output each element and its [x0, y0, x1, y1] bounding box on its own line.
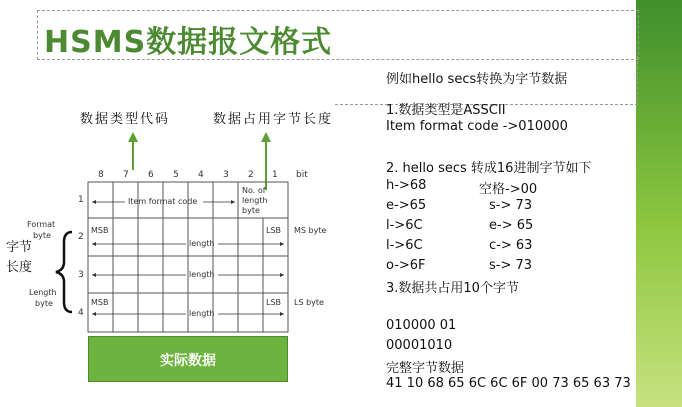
bit-number: 7: [123, 170, 129, 180]
length-byte-line2: byte: [35, 299, 53, 308]
brace: [56, 232, 72, 312]
binary-line-2: 00001010: [386, 338, 453, 353]
format-code-line: Item format code ->010000: [386, 119, 568, 134]
step-1: 1.数据类型是ASSCII: [386, 103, 506, 118]
hex-pair-right: e-> 65: [489, 218, 534, 233]
bit-number: 2: [248, 170, 254, 180]
no-of-length-line3: byte: [242, 206, 260, 215]
length-label: length: [189, 309, 215, 318]
bit-number: 8: [98, 170, 104, 180]
format-byte-line2: byte: [33, 231, 51, 240]
row-number: 2: [78, 232, 84, 242]
annotation-data-length-bytes: 数据占用字节长度: [213, 112, 334, 127]
length-label: length: [189, 239, 215, 248]
item-format-code-label: Item format code: [128, 197, 198, 206]
actual-data-box: [88, 336, 288, 382]
annotation-byte-length-line2: 长度: [6, 260, 33, 275]
lsb-label: LSB: [266, 226, 282, 235]
binary-line-1: 010000 01: [386, 318, 457, 333]
row-number: 3: [78, 270, 84, 280]
step-2: 2. hello secs 转成16进制字节如下: [386, 161, 592, 176]
hex-pair-right: 空格->00: [479, 182, 538, 197]
annotation-byte-length-line1: 字节: [6, 240, 33, 255]
hex-pair-left: o->6F: [386, 258, 426, 273]
actual-data-label: 实际数据: [160, 353, 216, 369]
slide-title: HSMS数据报文格式: [44, 25, 333, 60]
row-number: 1: [78, 195, 84, 205]
length-label: length: [189, 270, 215, 279]
ls-byte-label: LS byte: [294, 298, 324, 307]
format-byte-line1: Format: [27, 220, 56, 229]
no-of-length-line2: length: [242, 196, 268, 205]
hex-pair-right: c-> 63: [489, 238, 533, 253]
no-of-length-line1: No. of: [242, 186, 266, 195]
hex-pair-left: h->68: [386, 178, 427, 193]
annotation-data-type-code: 数据类型代码: [80, 112, 171, 127]
msb-label: MSB: [91, 298, 109, 307]
msb-label: MSB: [91, 226, 109, 235]
arrow-head-type-code: [128, 132, 138, 142]
hex-pair-left: l->6C: [386, 218, 423, 233]
hex-pair-left: l->6C: [386, 238, 423, 253]
hex-pair-right: s-> 73: [489, 258, 533, 273]
example-heading: 例如hello secs转换为字节数据: [386, 72, 568, 87]
bit-number: 3: [223, 170, 229, 180]
arrow-head-length-bytes: [261, 132, 271, 142]
lsb-label: LSB: [266, 298, 282, 307]
hex-pair-right: s-> 73: [489, 198, 533, 213]
step-3: 3.数据共占用10个字节: [386, 281, 519, 296]
bit-label: bit: [296, 170, 308, 180]
row-number: 4: [78, 308, 84, 318]
complete-bytes-label: 完整字节数据: [386, 361, 465, 376]
bit-number: 6: [148, 170, 154, 180]
ms-byte-label: MS byte: [294, 226, 327, 235]
bit-number: 1: [272, 170, 278, 180]
hex-data-line: 41 10 68 65 6C 6C 6F 00 73 65 63 73: [386, 376, 631, 391]
hex-pair-left: e->65: [386, 198, 427, 213]
bit-number: 5: [173, 170, 179, 180]
length-byte-line1: Length: [29, 288, 57, 297]
bit-number: 4: [198, 170, 204, 180]
